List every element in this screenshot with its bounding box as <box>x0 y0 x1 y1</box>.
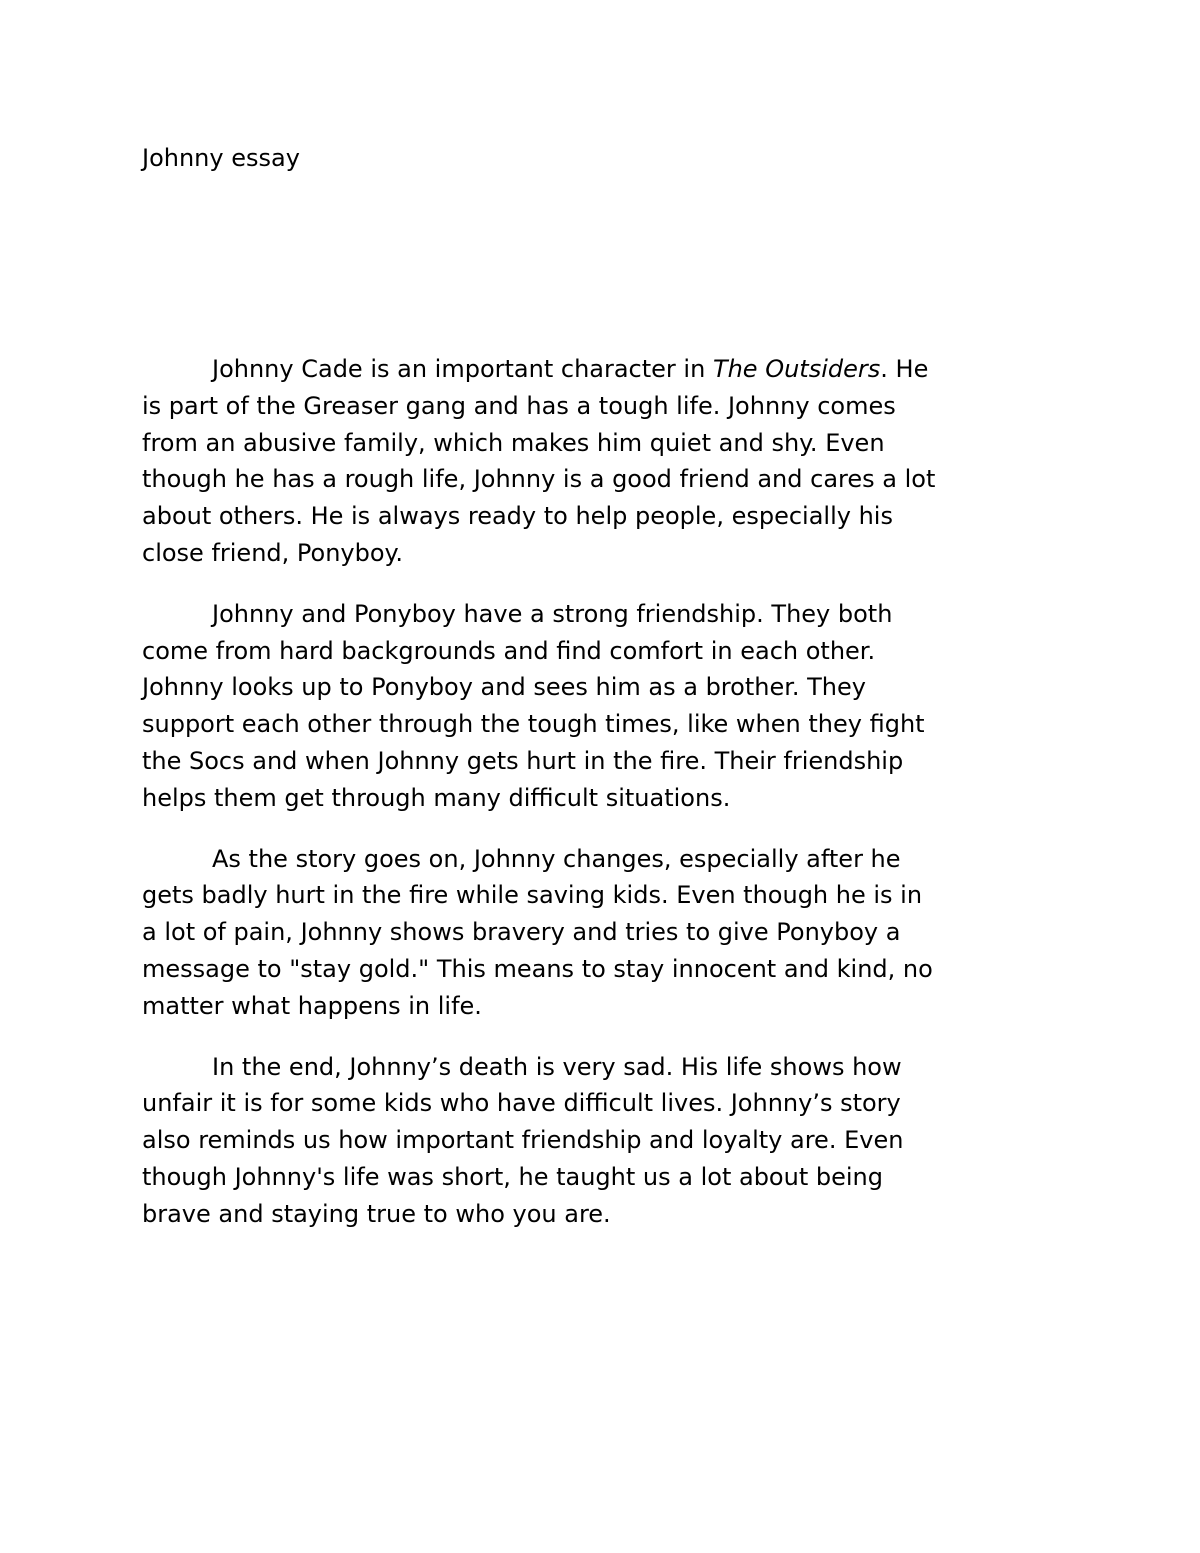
paragraph-line: a lot of pain, Johnny shows bravery and tries to give Ponyboy a <box>142 918 901 947</box>
paragraph-line: unfair it is for some kids who have difficult lives. Johnny’s story <box>142 1089 901 1118</box>
paragraph-4 <box>142 1049 1062 1233</box>
book-title-italic: The Outsiders <box>712 355 881 383</box>
paragraph-line: gets badly hurt in the fire while saving kids. Even though he is in <box>142 881 923 910</box>
paragraph-line: though he has a rough life, Johnny is a good friend and cares a lot <box>142 465 936 494</box>
paragraph-line: the Socs and when Johnny gets hurt in the fire. Their friendship <box>142 746 904 775</box>
paragraph-1 <box>142 351 1062 572</box>
paragraph-line: Johnny looks up to Ponyboy and sees him as a brother. They <box>142 673 866 702</box>
essay-body <box>142 351 1062 1257</box>
paragraph-line: Johnny and Ponyboy have a strong friendship. They both <box>212 599 893 628</box>
paragraph-line: also reminds us how important friendship and loyalty are. Even <box>142 1126 904 1155</box>
paragraph-line: helps them get through many difficult situations. <box>142 783 731 812</box>
paragraph-line: matter what happens in life. <box>142 991 482 1020</box>
paragraph-line: message to "stay gold." This means to stay innocent and kind, no <box>142 954 933 983</box>
paragraph-3 <box>142 841 1062 1025</box>
paragraph-line: In the end, Johnny’s death is very sad. His life shows how <box>212 1052 902 1081</box>
paragraph-line: come from hard backgrounds and find comfort in each other. <box>142 636 876 665</box>
paragraph-line: close friend, Ponyboy. <box>142 538 403 567</box>
paragraph-line: As the story goes on, Johnny changes, especially after he <box>212 844 901 873</box>
paragraph-line: is part of the Greaser gang and has a tough life. Johnny comes <box>142 391 896 420</box>
document-title: Johnny essay <box>142 144 300 172</box>
text-run: Johnny Cade is an important character in <box>212 355 713 383</box>
text-run: . He <box>880 355 929 383</box>
paragraph-line: from an abusive family, which makes him quiet and shy. Even <box>142 428 885 457</box>
paragraph-line: brave and staying true to who you are. <box>142 1199 611 1228</box>
paragraph-line: about others. He is always ready to help people, especially his <box>142 502 893 531</box>
paragraph-2 <box>142 596 1062 817</box>
paragraph-line: support each other through the tough times, like when they fight <box>142 710 925 739</box>
paragraph-line <box>142 351 1062 388</box>
paragraph-line: though Johnny's life was short, he taught us a lot about being <box>142 1162 883 1191</box>
